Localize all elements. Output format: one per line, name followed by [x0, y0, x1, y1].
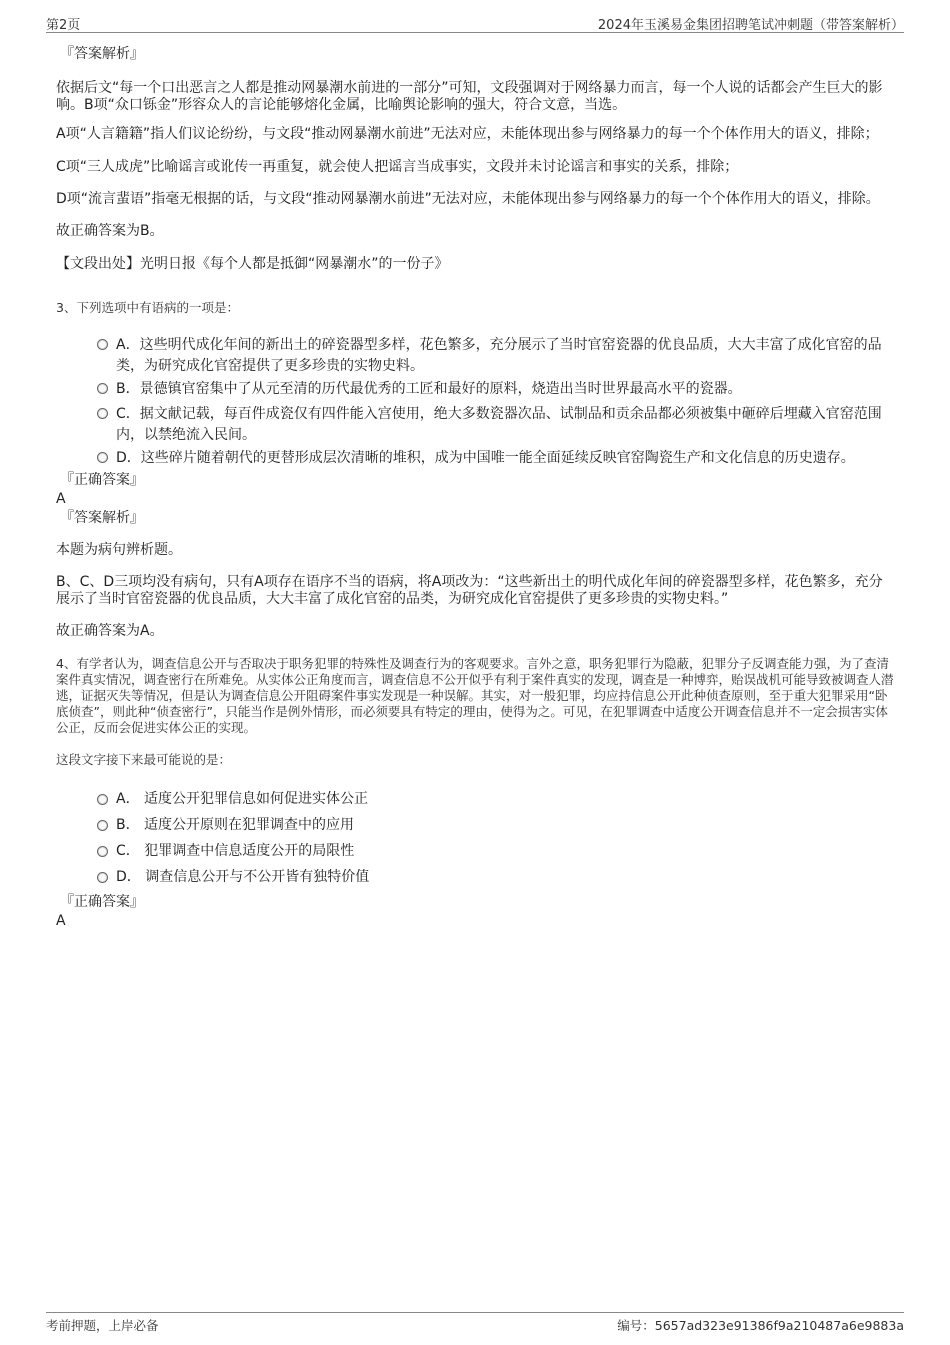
page-header [46, 14, 904, 33]
q3-analysis-para-2: B、C、D三项均没有病句，只有A项存在语序不当的语病，将A项改为：“这些新出土的明代成化年间的碎瓷器型多样，花色繁多，充分展示了当时官窑瓷器的优良品质，大大丰富了成化官窑的品类，为研究成化官窑提供了更多珍贵的实物史料。” [56, 574, 883, 607]
q3-conclusion: 故正确答案为A。 [56, 623, 164, 639]
q3-option-a[interactable] [56, 335, 896, 377]
q4-option-c[interactable] [56, 838, 896, 864]
q3-answer: A [56, 491, 66, 507]
q3-options [56, 335, 896, 469]
q4-option-a-text: A． 适度公开犯罪信息如何促进实体公正 [116, 791, 369, 807]
q4-option-c-text: C． 犯罪调查中信息适度公开的局限性 [116, 843, 355, 859]
q4-option-d[interactable] [56, 864, 896, 890]
q3-stem: 3、下列选项中有语病的一项是： [56, 300, 239, 315]
q3-analysis-label: 『答案解析』 [60, 510, 144, 526]
q3-option-c[interactable] [56, 404, 896, 446]
q4-answer-label: 『正确答案』 [60, 894, 144, 910]
document-serial: 编号：5657ad323e91386f9a210487a6e9883a [617, 1318, 904, 1333]
radio-icon[interactable] [97, 383, 108, 394]
q2-analysis-para-4: D项“流言蜚语”指毫无根据的话，与文段“推动网暴潮水前进”无法对应，未能体现出参与网络暴力的每一个个体作用大的语义，排除。 [56, 191, 880, 207]
q4-option-b[interactable] [56, 812, 896, 838]
document-title: 2024年玉溪易金集团招聘笔试冲刺题（带答案解析） [597, 18, 904, 33]
page-number: 第2页 [46, 18, 81, 33]
q4-stem: 这段文字接下来最可能说的是： [56, 752, 232, 767]
radio-icon[interactable] [97, 872, 108, 883]
q3-answer-label: 『正确答案』 [60, 472, 144, 488]
radio-icon[interactable] [97, 339, 108, 350]
q4-option-b-text: B． 适度公开原则在犯罪调查中的应用 [116, 817, 355, 833]
radio-icon[interactable] [97, 820, 108, 831]
q3-option-b[interactable] [56, 379, 896, 400]
q2-analysis-para-1: 依据后文“每一个口出恶言之人都是推动网暴潮水前进的一部分”可知，文段强调对于网络暴力而言，每一个人说的话都会产生巨大的影响。B项“众口铄金”形容众人的言论能够熔化金属，比喻舆论影响的强大，符合文意，当选。 [56, 80, 883, 113]
q4-option-d-text: D． 调查信息公开与不公开皆有独特价值 [116, 869, 370, 885]
radio-icon[interactable] [97, 846, 108, 857]
radio-icon[interactable] [97, 408, 108, 419]
q4-passage: 4、有学者认为，调查信息公开与否取决于职务犯罪的特殊性及调查行为的客观要求。言外之意，职务犯罪行为隐蔽，犯罪分子反调查能力强，为了查清案件真实情况，调查密行在所难免。从实体公正角度而言，调查信息不公开似乎有利于案件真实的发现，调查是一种博弈，贻误战机可能导致被调查人潜逃，证据灭失等情况，但是认为调查信息公开阻碍案件事实发现是一种误解。其实，对一般犯罪，均应持信息公开此种侦查原则，至于重大犯罪采用“卧底侦查”，则此种“侦查密行”，只能当作是例外情形，而必须要具有特定的理由，使得为之。可见，在犯罪调查中适度公开调查信息并不一定会损害实体公正，反而会促进实体公正的实现。 [56, 656, 894, 735]
q3-option-b-text: B．景德镇官窑集中了从元至清的历代最优秀的工匠和最好的原料，烧造出当时世界最高水平的瓷器。 [116, 381, 742, 397]
page-footer [46, 1312, 904, 1333]
q3-analysis-para-1: 本题为病句辨析题。 [56, 542, 182, 558]
radio-icon[interactable] [97, 794, 108, 805]
q2-analysis-label: 『答案解析』 [60, 46, 144, 62]
q2-source: 【文段出处】光明日报《每个人都是抵御“网暴潮水”的一份子》 [56, 256, 449, 272]
q2-conclusion: 故正确答案为B。 [56, 223, 164, 239]
q4-option-a[interactable] [56, 786, 896, 812]
footer-slogan: 考前押题，上岸必备 [46, 1318, 159, 1333]
q3-option-d[interactable] [56, 448, 896, 469]
q4-answer: A [56, 913, 66, 929]
q3-option-c-text: C．据文献记载，每百件成瓷仅有四件能入宫使用，绝大多数瓷器次品、试制品和贡余品都必须被集中砸碎后埋藏入官窑范围内，以禁绝流入民间。 [116, 406, 882, 443]
page-content [56, 46, 896, 930]
q3-option-a-text: A．这些明代成化年间的新出土的碎瓷器型多样，花色繁多，充分展示了当时官窑瓷器的优良品质，大大丰富了成化官窑的品类，为研究成化官窑提供了更多珍贵的实物史料。 [116, 337, 882, 374]
q4-options [56, 786, 896, 890]
q2-analysis-para-2: A项“人言籍籍”指人们议论纷纷，与文段“推动网暴潮水前进”无法对应，未能体现出参与网络暴力的每一个个体作用大的语义，排除； [56, 126, 879, 142]
radio-icon[interactable] [97, 452, 108, 463]
q3-option-d-text: D．这些碎片随着朝代的更替形成层次清晰的堆积，成为中国唯一能全面延续反映官窑陶瓷生产和文化信息的历史遗存。 [116, 450, 855, 466]
q2-analysis-para-3: C项“三人成虎”比喻谣言或讹传一再重复，就会使人把谣言当成事实，文段并未讨论谣言和事实的关系，排除； [56, 159, 739, 175]
